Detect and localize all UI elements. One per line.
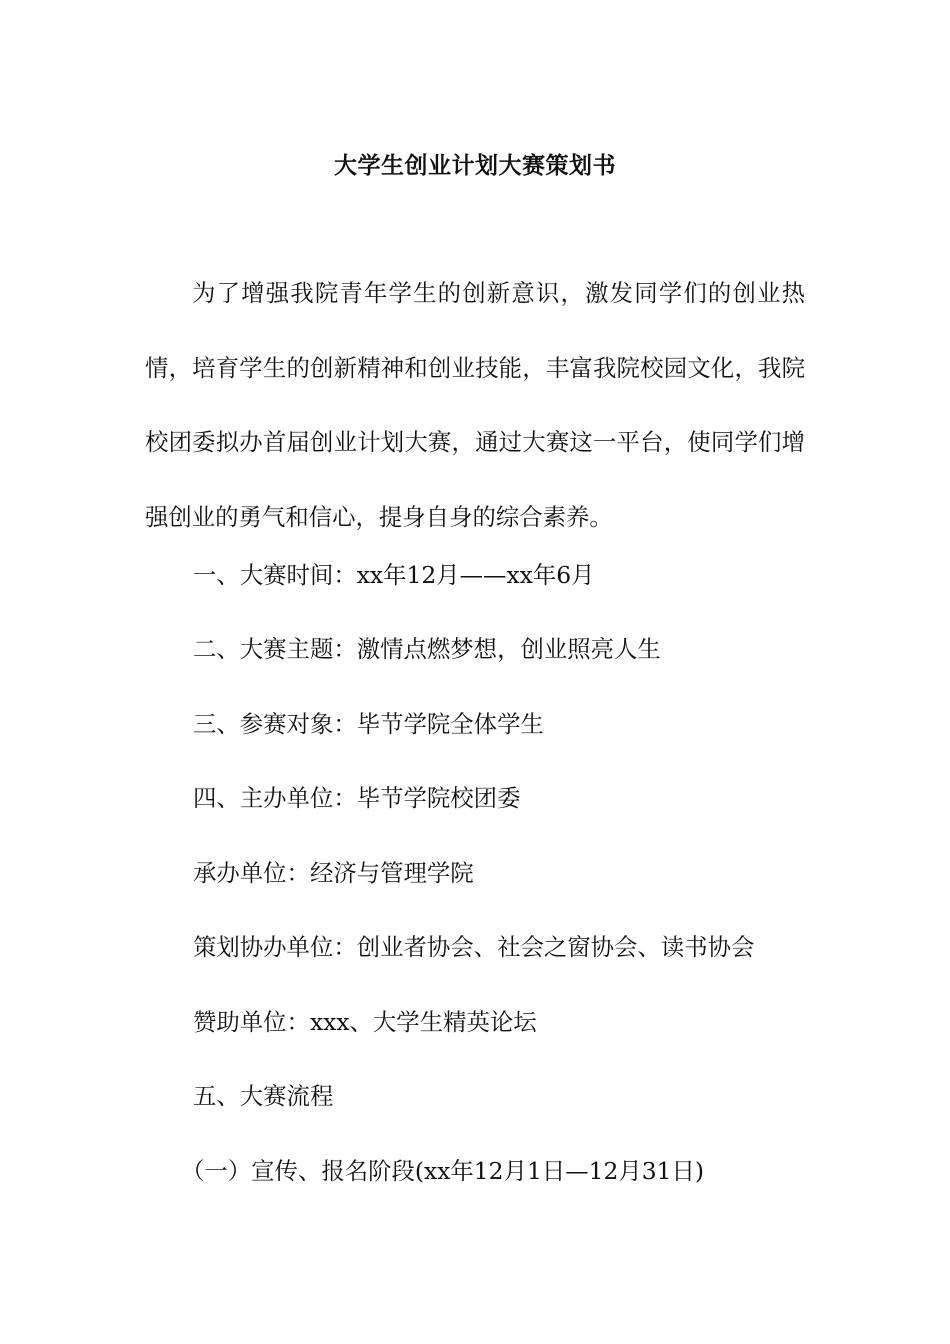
section-time: 一、大赛时间：xx年12月——xx年6月	[193, 561, 595, 589]
section-sponsors: 赞助单位：xxx、大学生精英论坛	[193, 1008, 537, 1036]
subsection-registration: （一）宣传、报名阶段(xx年12月1日—12月31日)	[181, 1157, 705, 1185]
section-participants: 三、参赛对象：毕节学院全体学生	[193, 710, 544, 738]
section-theme: 二、大赛主题：激情点燃梦想，创业照亮人生	[193, 635, 661, 663]
intro-paragraph: 为了增强我院青年学生的创新意识，激发同学们的创业热情，培育学生的创新精神和创业技能，丰富我院校园文化，我院校团委拟办首届创业计划大赛，通过大赛这一平台，使同学们增强创业的勇气和信心，提身自身的综合素养。	[145, 279, 805, 531]
section-organizer: 四、主办单位：毕节学院校团委	[193, 784, 521, 812]
section-host: 承办单位：经济与管理学院	[193, 859, 474, 887]
section-co-organizers: 策划协办单位：创业者协会、社会之窗协会、读书协会	[193, 933, 755, 961]
document-title: 大学生创业计划大赛策划书	[334, 152, 616, 180]
section-process-heading: 五、大赛流程	[193, 1082, 334, 1110]
